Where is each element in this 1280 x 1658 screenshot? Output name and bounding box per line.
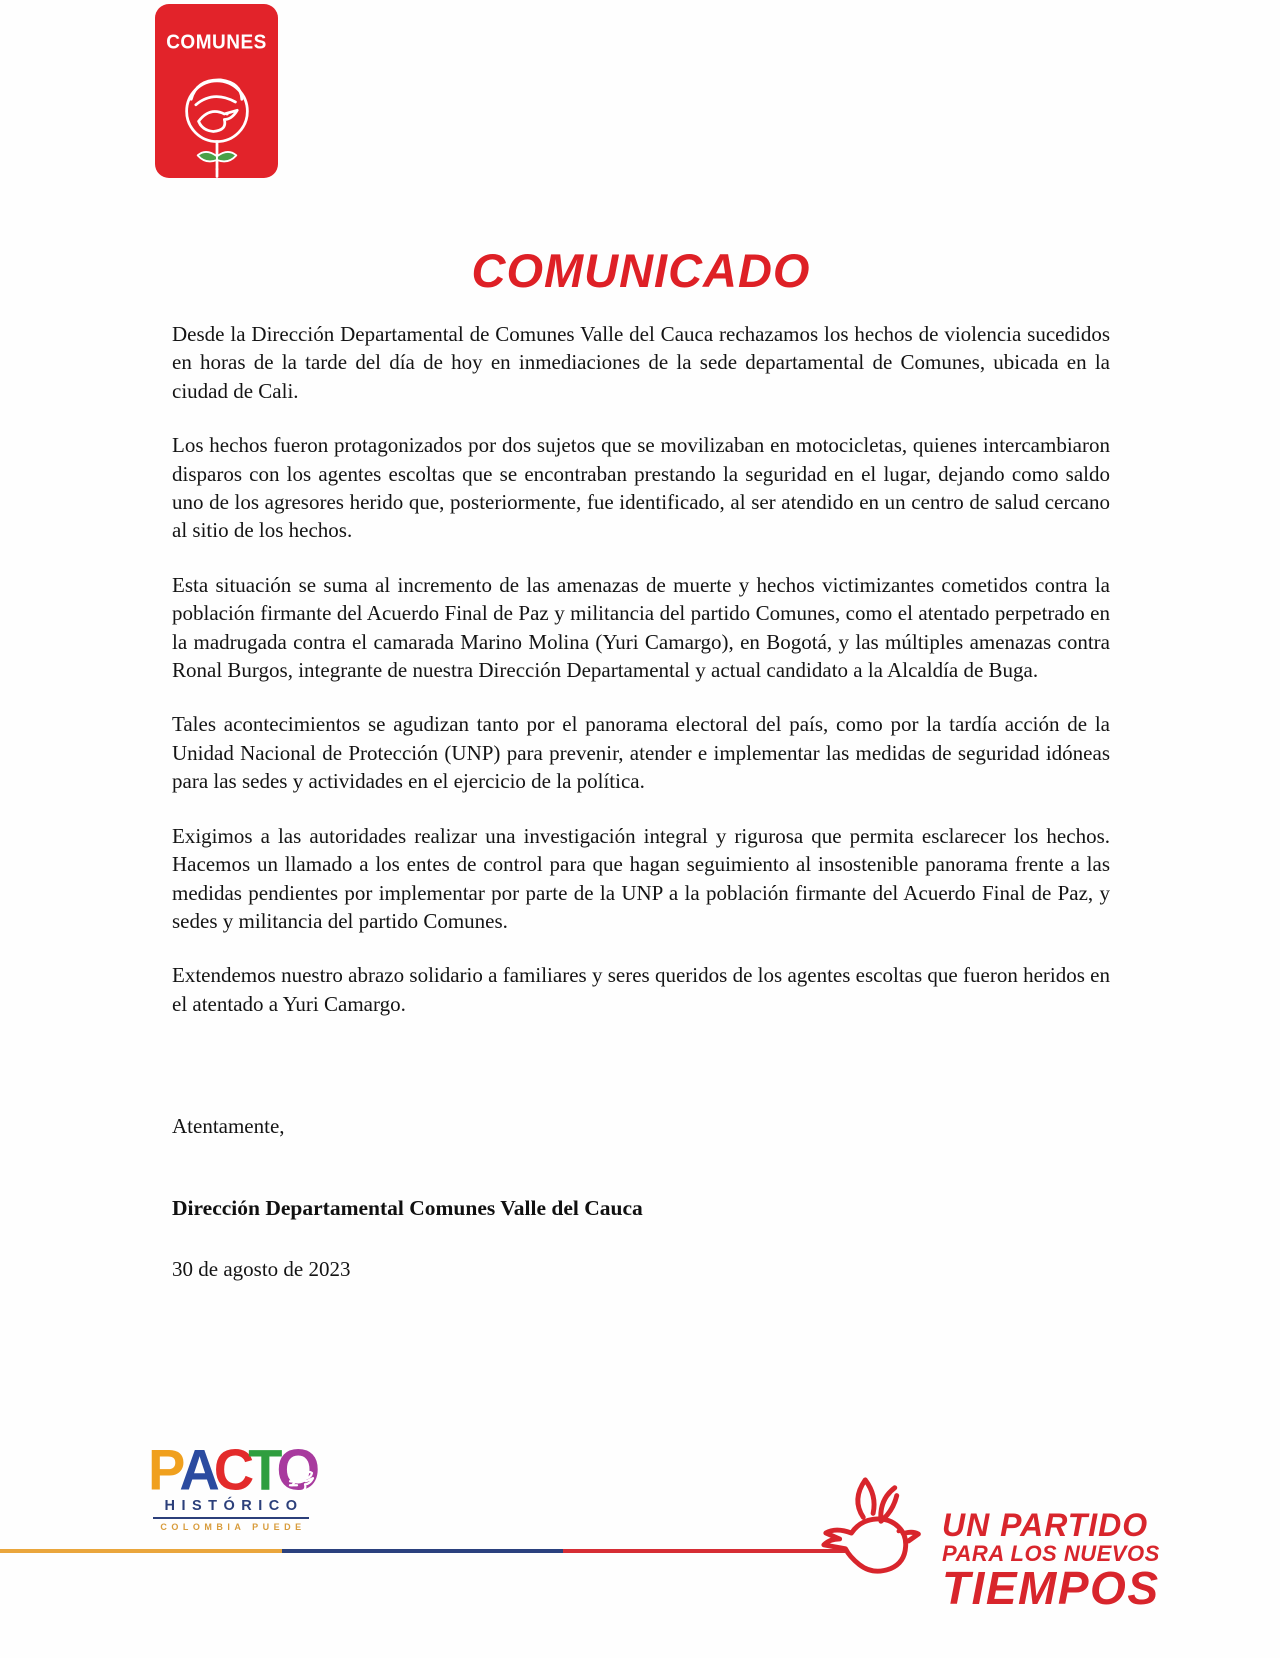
pacto-letter-p: P [147, 1437, 180, 1502]
salutation: Atentamente, [172, 1114, 285, 1139]
footer-stripe-blue [282, 1549, 563, 1553]
pacto-subtitle: HISTÓRICO [164, 1498, 304, 1514]
footer-stripe-red [563, 1549, 845, 1553]
signature-line: Dirección Departamental Comunes Valle del Cauca [172, 1196, 643, 1221]
paragraph-1: Desde la Dirección Departamental de Comunes Valle del Cauca rechazamos los hechos de violencia sucedidos en horas de la tarde del día de hoy en inmediaciones de la sede departamental de Comunes, ubicada en la ciudad de Cali. [172, 322, 1110, 403]
comunes-logo-wordmark: COMUNES [166, 31, 267, 54]
pacto-letter-a: A [179, 1437, 214, 1502]
footer-stripe-yellow [0, 1549, 282, 1553]
pacto-divider [153, 1517, 309, 1519]
pacto-letter-t: T [248, 1437, 277, 1502]
slogan-line-2: PARA LOS NUEVOS [942, 1541, 1160, 1566]
peace-dove-icon [816, 1472, 944, 1605]
paragraph-3: Esta situación se suma al incremento de las amenazas de muerte y hechos victimizantes cometidos contra la población firmante del Acuerdo Final de Paz y militancia del partido Comunes, como el atentado perpetrado en la madrugada contra el camarada Marino Molina (Yuri Camargo), en Bogotá, y las múltiples amenazas contra Ronal Burgos, integrante de nuestra Dirección Departamental y actual candidato a la Alcaldía de Buga. [172, 572, 1110, 683]
pacto-dove-icon [284, 1454, 318, 1507]
slogan-block [942, 1507, 1192, 1614]
pacto-letter-c: C [213, 1437, 249, 1502]
slogan-line-1: UN PARTIDO [942, 1507, 1149, 1543]
slogan-line-3: TIEMPOS [942, 1562, 1160, 1614]
letter-body [172, 0, 1110, 1282]
pacto-wordmark [147, 1437, 315, 1502]
page-title: COMUNICADO [471, 244, 811, 297]
date-line: 30 de agosto de 2023 [172, 1257, 351, 1282]
pacto-letter-o: O [276, 1437, 315, 1502]
paragraph-2: Los hechos fueron protagonizados por dos sujetos que se movilizaban en motocicletas, quienes intercambiaron disparos con los agentes escoltas que se encontraban prestando la seguridad en el lugar, dejando como saldo uno de los agresores herido que, posteriormente, fue identificado, al ser atendido en un centro de salud cercano al sitio de los hechos. [172, 433, 1110, 543]
paragraph-6: Extendemos nuestro abrazo solidario a familiares y seres queridos de los agentes escoltas que fueron heridos en el atentado a Yuri Camargo. [172, 963, 1110, 1016]
pacto-tagline: COLOMBIA PUEDE [160, 1522, 306, 1532]
paragraph-4: Tales acontecimientos se agudizan tanto por el panorama electoral del país, como por la tardía acción de la Unidad Nacional de Protección (UNP) para prevenir, atender e implementar las medidas de seguridad idóneas para las sedes y actividades en el ejercicio de la política. [172, 712, 1110, 794]
paragraph-5: Exigimos a las autoridades realizar una investigación integral y rigurosa que permita esclarecer los hechos. Hacemos un llamado a los entes de control para que hagan seguimiento al insostenible panorama frente a las medidas pendientes por implementar por parte de la UNP a la población firmante del Acuerdo Final de Paz, y sedes y militancia del partido Comunes. [172, 823, 1110, 933]
pacto-historico-logo [147, 1437, 315, 1532]
